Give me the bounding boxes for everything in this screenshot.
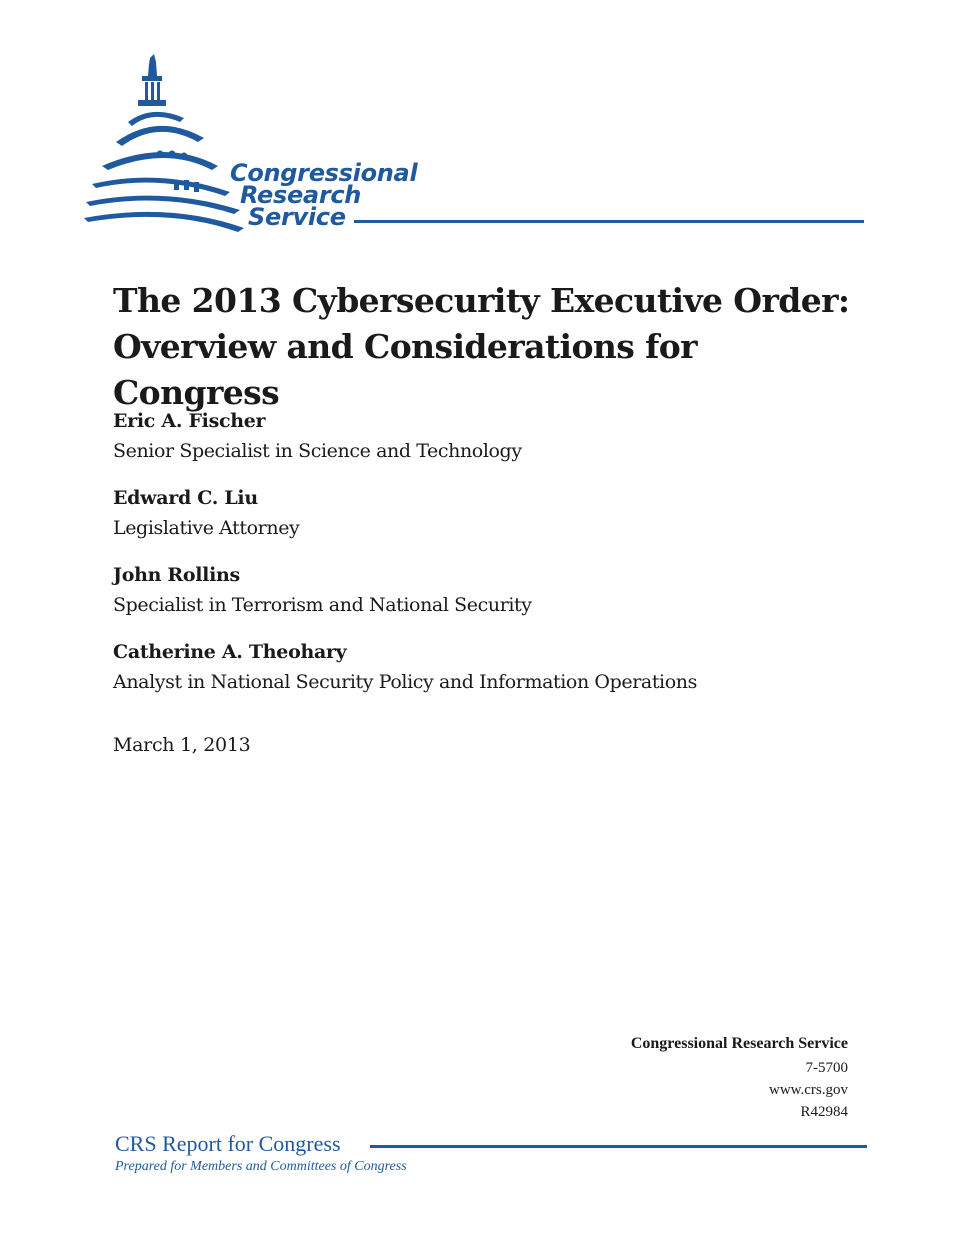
crs-logo (80, 52, 870, 237)
author-entry (113, 637, 873, 697)
author-role: Analyst in National Security Policy and Information Operations (113, 671, 697, 693)
author-name: Edward C. Liu (113, 487, 258, 509)
logo-line-2: Research (240, 181, 362, 209)
author-name: Catherine A. Theohary (113, 641, 347, 663)
author-role: Legislative Attorney (113, 517, 300, 539)
report-title (113, 278, 873, 416)
info-url: www.crs.gov (768, 1082, 848, 1098)
author-entry (113, 483, 873, 543)
author-role: Senior Specialist in Science and Technology (113, 440, 522, 462)
title-line-2: Overview and Considerations for Congress (113, 327, 697, 412)
info-org: Congressional Research Service (630, 1035, 848, 1052)
info-code: 7-5700 (805, 1060, 848, 1076)
report-date: March 1, 2013 (113, 734, 251, 756)
author-entry (113, 560, 873, 620)
report-info-block (631, 1031, 848, 1123)
title-line-1: The 2013 Cybersecurity Executive Order: (113, 281, 850, 320)
author-name: Eric A. Fischer (113, 410, 266, 432)
author-role: Specialist in Terrorism and National Security (113, 594, 532, 616)
footer-subtitle: Prepared for Members and Committees of Congress (115, 1159, 407, 1174)
logo-line-1: Congressional (230, 159, 418, 187)
author-entry (113, 406, 873, 466)
logo-divider (354, 220, 864, 223)
author-name: John Rollins (113, 564, 240, 586)
logo-line-3: Service (248, 203, 346, 231)
footer-title: CRS Report for Congress (115, 1131, 341, 1156)
author-list (113, 406, 873, 714)
footer-divider (370, 1145, 867, 1148)
capitol-dome-icon (80, 52, 250, 237)
info-report-number: R42984 (800, 1104, 848, 1120)
crs-logo-wordmark (230, 159, 418, 231)
